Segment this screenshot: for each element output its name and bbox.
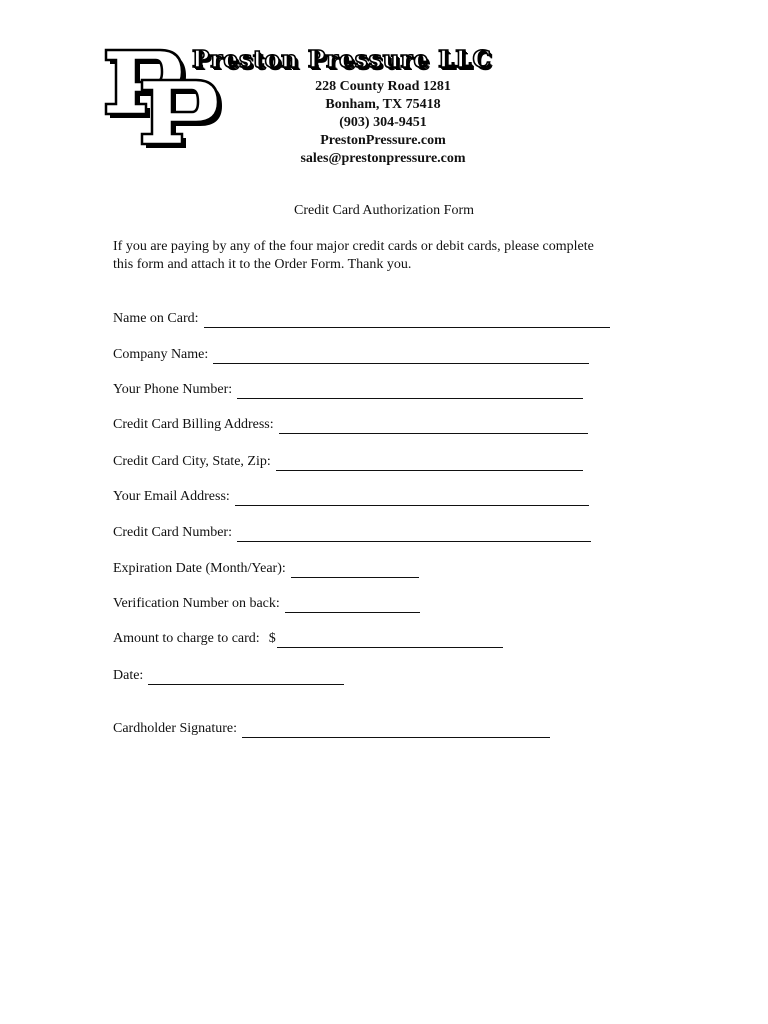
intro-paragraph	[113, 238, 653, 274]
field-amount-to-charge	[113, 630, 503, 648]
field-date	[113, 667, 344, 685]
field-cardholder-signature	[113, 720, 550, 738]
city-state-zip-input-line[interactable]	[276, 456, 583, 471]
field-email-address	[113, 488, 589, 506]
field-label: Expiration Date (Month/Year):	[113, 561, 286, 576]
intro-line-1: If you are paying by any of the four major credit cards or debit cards, please complete	[113, 239, 594, 254]
field-expiration-date	[113, 560, 419, 578]
name-on-card-input-line[interactable]	[204, 313, 610, 328]
field-name-on-card	[113, 310, 610, 328]
field-verification-number	[113, 595, 420, 613]
field-label: Verification Number on back:	[113, 596, 280, 611]
card-number-input-line[interactable]	[237, 527, 591, 542]
phone-number: (903) 304-9451	[339, 115, 427, 130]
field-label: Your Phone Number:	[113, 382, 233, 397]
verification-number-input-line[interactable]	[285, 598, 420, 613]
field-phone-number	[113, 381, 583, 399]
email-address-input-line[interactable]	[235, 491, 589, 506]
amount-input-line[interactable]	[277, 633, 503, 648]
signature-input-line[interactable]	[242, 723, 550, 738]
email-link[interactable]: sales@prestonpressure.com	[300, 151, 466, 166]
field-label: Amount to charge to card:	[113, 631, 260, 646]
currency-symbol: $	[268, 631, 276, 646]
company-name: Preston Pressure LLC	[192, 46, 492, 73]
field-label: Company Name:	[113, 347, 209, 362]
billing-address-input-line[interactable]	[279, 419, 588, 434]
company-name-input-line[interactable]	[213, 349, 589, 364]
phone-number-input-line[interactable]	[237, 384, 583, 399]
field-label: Credit Card City, State, Zip:	[113, 454, 271, 469]
company-address-block	[283, 78, 483, 168]
field-company-name	[113, 346, 589, 364]
field-label: Cardholder Signature:	[113, 721, 238, 736]
field-billing-address	[113, 416, 588, 434]
website-link[interactable]: PrestonPressure.com	[320, 133, 446, 148]
field-label: Date:	[113, 668, 144, 683]
field-label: Your Email Address:	[113, 489, 230, 504]
address-line-2: Bonham, TX 75418	[325, 97, 441, 112]
date-input-line[interactable]	[148, 670, 344, 685]
form-title: Credit Card Authorization Form	[293, 203, 475, 218]
field-city-state-zip	[113, 453, 583, 471]
field-label: Credit Card Number:	[113, 525, 232, 540]
expiration-date-input-line[interactable]	[291, 563, 419, 578]
address-line-1: 228 County Road 1281	[315, 79, 451, 94]
intro-line-2: this form and attach it to the Order Form. Thank you.	[113, 257, 412, 272]
field-label: Name on Card:	[113, 311, 199, 326]
field-label: Credit Card Billing Address:	[113, 417, 274, 432]
field-card-number	[113, 524, 591, 542]
